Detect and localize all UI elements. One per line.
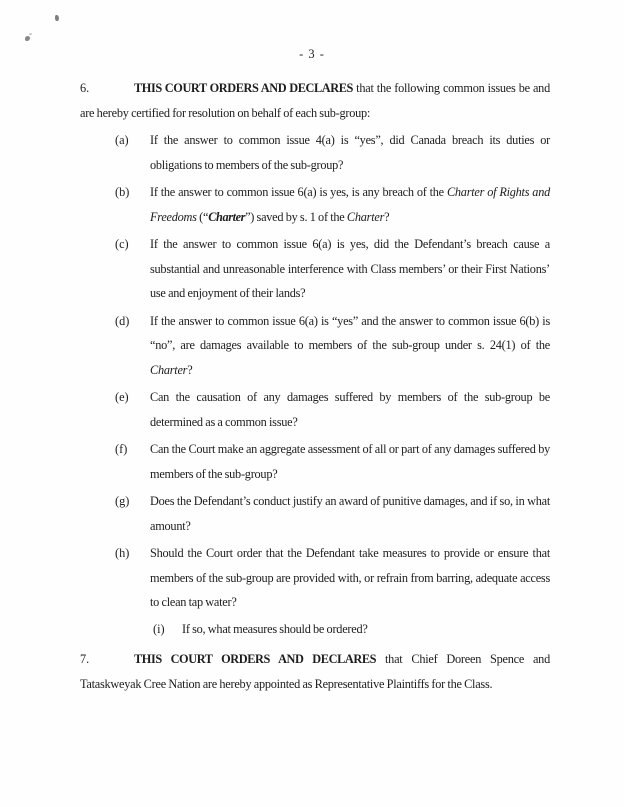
list-item-d (115, 309, 550, 383)
list-item-text (150, 128, 550, 177)
list-item-b (115, 180, 550, 229)
sub-item-i (153, 617, 550, 642)
text-run: Can the causation of any damages suffered by members of the sub-group be determined as a common issue? (150, 390, 550, 429)
text-run: (“ (196, 209, 209, 224)
scan-speck (55, 15, 59, 21)
list-item-marker: (f) (115, 442, 128, 456)
list-item-text (150, 232, 550, 306)
list-item-g (115, 489, 550, 538)
list-item-a (115, 128, 550, 177)
text-run: that Chief Doreen Spence and Tataskweyak Cree Nation are hereby appointed as Representative Plaintiffs for the Class. (80, 652, 550, 691)
common-issues-list (80, 128, 550, 641)
list-item-text (150, 385, 550, 434)
text-run: If so, what measures should be ordered? (182, 621, 368, 636)
list-item-e (115, 385, 550, 434)
list-item-marker: (e) (115, 390, 129, 404)
text-run: Charter (150, 362, 188, 377)
paragraph-6-number: 6. (80, 81, 90, 95)
text-run: If the answer to common issue 6(a) is yes, is any breach of the (150, 185, 447, 199)
text-run: THIS COURT ORDERS AND DECLARES (134, 652, 377, 666)
list-item-text (150, 180, 550, 229)
text-run: If the answer to common issue 4(a) is “yes”, did Canada breach its duties or obligations to members of the sub-group? (150, 133, 550, 172)
text-run: If the answer to common issue 6(a) is yes, did the Defendant’s breach cause a substantial and unreasonable interference with Class members’ or their First Nations’ use and enjoyment of their lands? (150, 237, 550, 300)
paragraph-7-text (80, 652, 550, 691)
scan-speck (25, 36, 30, 41)
list-item-h (115, 541, 550, 641)
text-run: ? (187, 362, 193, 377)
text-run: ? (384, 209, 390, 224)
paragraph-6-text (80, 81, 550, 120)
list-item-f (115, 437, 550, 486)
list-item-text (150, 489, 550, 538)
text-run: If the answer to common issue 6(a) is “yes” and the answer to common issue 6(b) is “no”, are damages available to members of the sub-group under s. 24(1) of the (150, 313, 550, 352)
list-item-text (150, 309, 550, 383)
list-item-c (115, 232, 550, 306)
sub-item-text (182, 617, 550, 642)
text-run: Charter (208, 209, 246, 224)
text-run: ”) saved by s. 1 of the (245, 209, 347, 224)
list-item-marker: (a) (115, 133, 129, 147)
sub-item-marker: (i) (153, 621, 165, 636)
list-item-marker: (h) (115, 546, 130, 560)
list-item-marker: (g) (115, 494, 130, 508)
list-item-marker: (c) (115, 237, 129, 251)
text-run: Charter of Rights and Freedoms (150, 185, 550, 224)
paragraph-7-number: 7. (80, 652, 90, 666)
list-item-text (150, 541, 550, 641)
page-number: - 3 - (299, 47, 325, 61)
document-body (80, 76, 550, 696)
paragraph-6 (80, 76, 550, 125)
list-item-text (150, 437, 550, 486)
text-run: Should the Court order that the Defendant take measures to provide or ensure that members of the sub-group are provided with, or refrain from barring, adequate access to clean tap water? (150, 546, 550, 609)
text-run: Does the Defendant’s conduct justify an award of punitive damages, and if so, in what amount? (150, 494, 550, 533)
paragraph-7 (80, 647, 550, 696)
text-run: Can the Court make an aggregate assessment of all or part of any damages suffered by members of the sub-group? (150, 442, 550, 481)
text-run: Charter (346, 209, 385, 224)
list-item-marker: (d) (115, 313, 130, 328)
scan-speck (29, 33, 32, 35)
text-run: that the following common issues be and are hereby certified for resolution on behalf of each sub-group: (80, 81, 550, 120)
list-item-marker: (b) (115, 185, 130, 199)
text-run: THIS COURT ORDERS AND DECLARES (134, 81, 353, 95)
